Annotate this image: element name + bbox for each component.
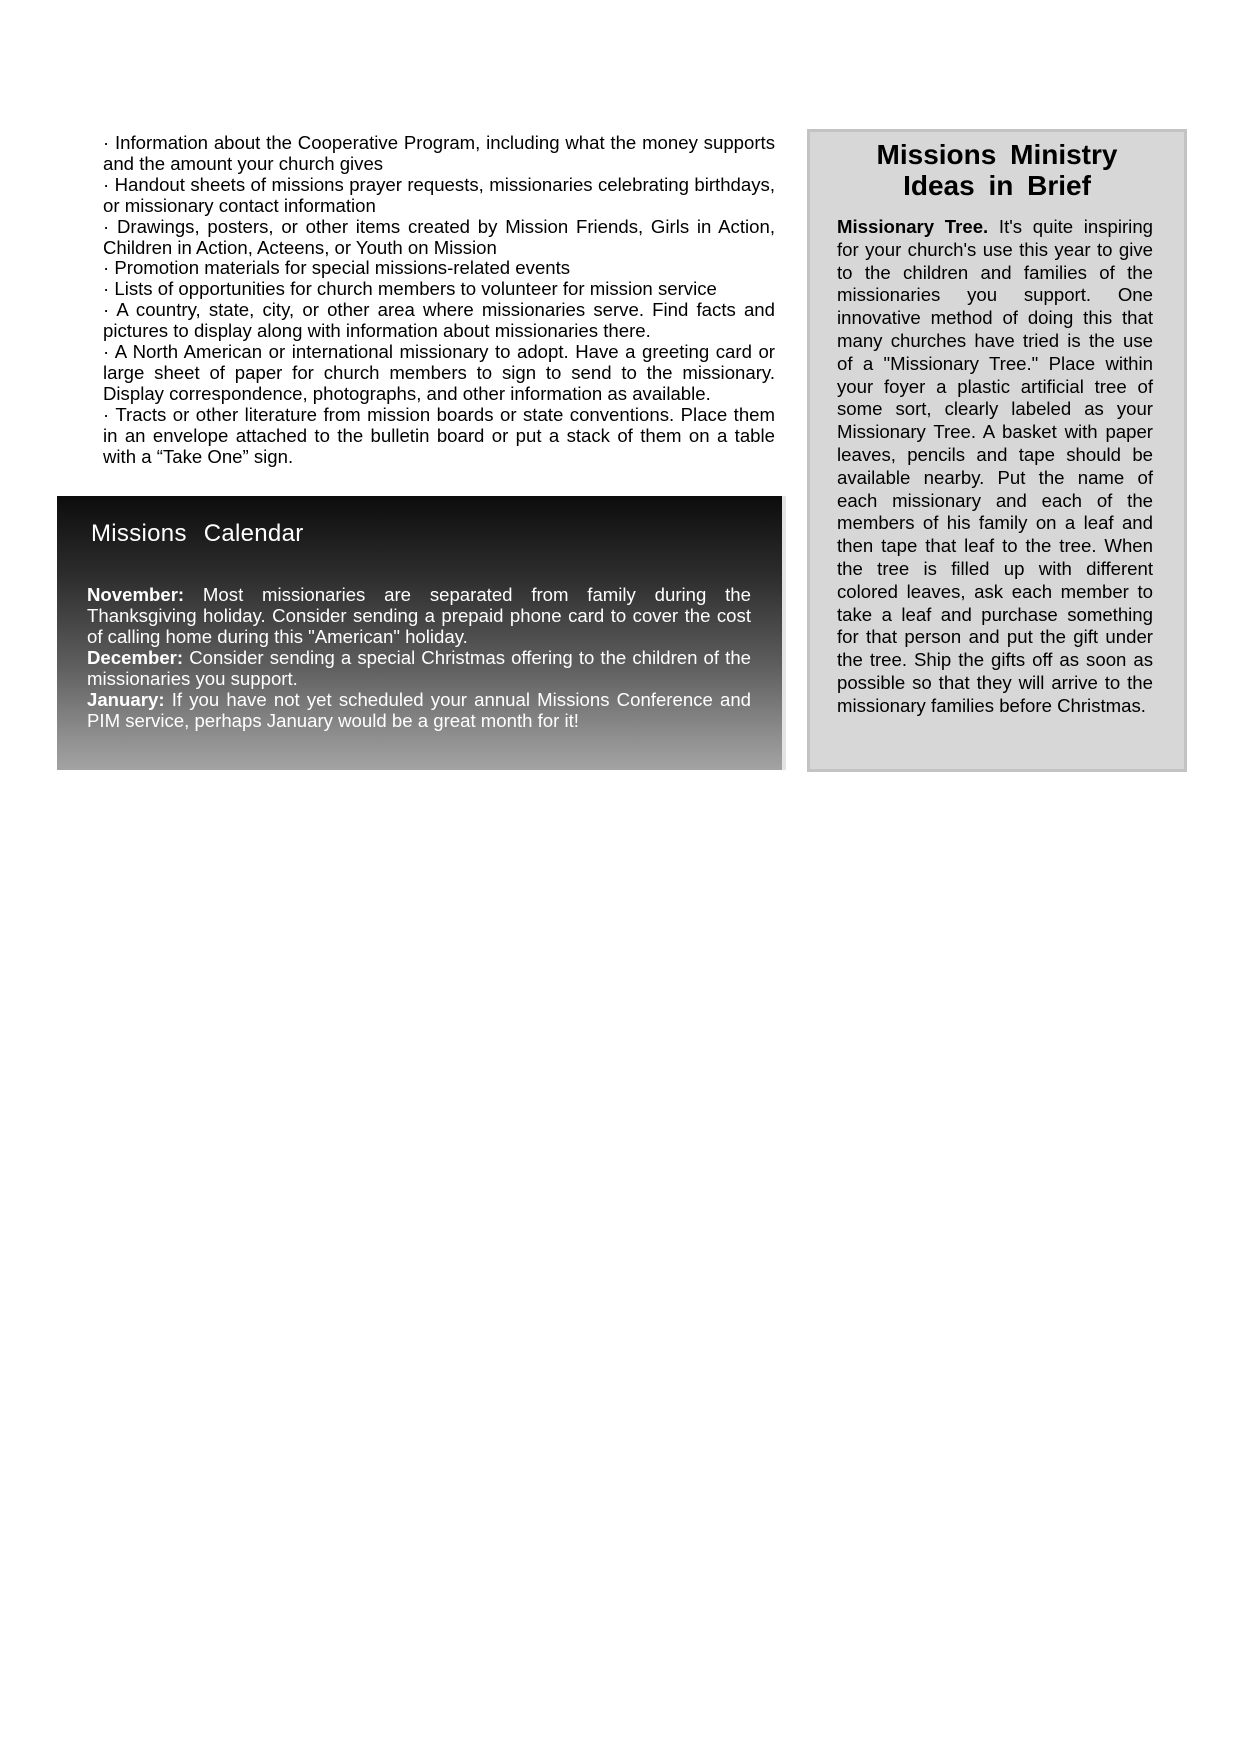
list-item: · Tracts or other literature from mission boards or state conventions. Place them in an envelope attached to the bulletin board or put a stack of them on a table with a “Take One” sign.: [103, 403, 775, 467]
calendar-title: Missions Calendar: [91, 520, 304, 547]
list-item: · Handout sheets of missions prayer requests, missionaries celebrating birthdays, or missionary contact information: [103, 173, 775, 216]
ideas-title: [810, 139, 1184, 201]
calendar-entries: [87, 584, 751, 731]
list-item: · A North American or international missionary to adopt. Have a greeting card or large sheet of paper for church members to sign to send to the missionary. Display correspondence, photographs, and other information as available.: [103, 341, 775, 404]
list-item: · Promotion materials for special missions-related events: [103, 257, 571, 279]
list-item: · Drawings, posters, or other items created by Mission Friends, Girls in Action, Children in Action, Acteens, or Youth on Mission: [103, 215, 775, 258]
ideas-in-brief-sidebar: [807, 129, 1187, 772]
list-item: · A country, state, city, or other area where missionaries serve. Find facts and pictures to display along with information about missionaries there.: [103, 299, 775, 342]
calendar-month-label: November:: [87, 584, 185, 605]
list-item: · Information about the Cooperative Program, including what the money supports and the amount your church gives: [103, 132, 775, 174]
calendar-entry-january: [87, 689, 751, 731]
ideas-title-line-1: Missions Ministry: [876, 139, 1118, 170]
calendar-entry-text: Most missionaries are separated from family during the Thanksgiving holiday. Consider sending a prepaid phone card to cover the cost of calling home during this "American" holiday.: [87, 584, 751, 647]
calendar-entry-text: Consider sending a special Christmas offering to the children of the missionaries you support.: [87, 647, 751, 689]
idea-body-text: It's quite inspiring for your church's use this year to give to the children and families of the missionaries you support. One innovative method of doing this that many churches have tried is the use of a "Missionary Tree." Place within your foyer a plastic artificial tree of some sort, clearly labeled as your Missionary Tree. A basket with paper leaves, pencils and tape should be available nearby. Put the name of each missionary and each of the members of his family on a leaf and then tape that leaf to the tree. When the tree is filled up with different colored leaves, ask each member to take a leaf and purchase something for that person and put the gift under the tree. Ship the gifts off as soon as possible so that they will arrive to the missionary families before Christmas.: [837, 216, 1153, 716]
calendar-entry-november: [87, 584, 751, 647]
bulletin-board-ideas-list: [103, 133, 775, 468]
calendar-month-label: January:: [87, 689, 165, 710]
idea-lead-heading: Missionary Tree.: [837, 216, 989, 237]
calendar-month-label: December:: [87, 647, 184, 668]
calendar-entry-text: If you have not yet scheduled your annual Missions Conference and PIM service, perhaps January would be a great month for it!: [87, 689, 751, 731]
ideas-title-line-2: Ideas in Brief: [903, 170, 1091, 201]
ideas-body: [837, 216, 1153, 718]
missions-calendar-box: [57, 496, 782, 770]
calendar-entry-december: [87, 647, 751, 689]
list-item: · Lists of opportunities for church members to volunteer for mission service: [103, 278, 717, 300]
